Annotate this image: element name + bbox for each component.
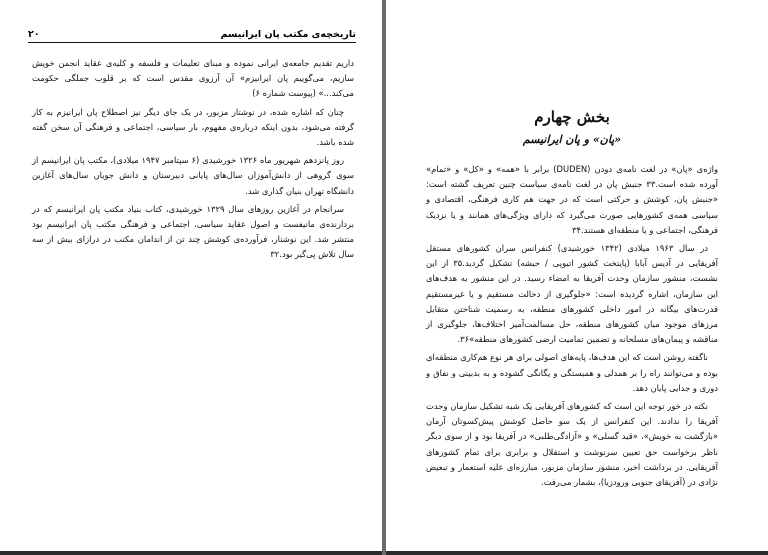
page-bottom-edge bbox=[386, 551, 768, 555]
paragraph: ناگفته روشن است که این هدف‌ها، پایه‌های اصولی برای هر نوع هم‌کاری منطقه‌ای بوده و می‌توانند راه را بر همدلی و همبستگی و یگانگی گشوده و به بدبینی و نفاق و دوری و جدایی پایان دهد. bbox=[426, 352, 718, 393]
right-page bbox=[386, 0, 768, 555]
left-body-text bbox=[32, 56, 354, 266]
paragraph: چنان که اشاره شده، در نوشتار مزبور، در یک جای دیگر نیز اصطلاح پان ایرانیزم به کار گرفته می‌شود، بدون اینکه درباره‌ی مفهوم، بار سیاسی، اجتماعی و فرهنگی آن سخن گفته شده باشد. bbox=[32, 106, 354, 148]
paragraph: در سال ۱۹۶۳ میلادی (۱۳۴۲ خورشیدی) کنفرانس سران کشورهای مستقل آفریقایی در آدیس آبابا (پایتخت کشور اتیوپی / حبشه) تشکیل گردید.۳۵ از این نشست، منشور سازمان وحدت آفریقا به امضاء رسید. در این منشور به هدف‌های این سازمان، اشاره گردیده است: «جلوگیری از دخالت مستقیم و یا غیرمستقیم قدرت‌های بیگانه در امور داخلی کشورهای منطقه، به رسمیت شناختن متقابل مرزهای موجود میان کشورهای منطقه، حل مسالمت‌آمیز اختلاف‌ها، جلوگیری از مناقشه و پیمان‌های مسلحانه و تضمین تمامیت ارضی کشورهای منطقه»۳۶. bbox=[426, 243, 718, 345]
paragraph: داریم تقدیم جامعه‌ی ایرانی نموده و مبنای تعلیمات و فلسفه و کلیه‌ی عقاید انجمن خویش سازیم، می‌گوییم پان ایرانیزم» آن آرزوی مقدس است که بر قلوب جملگی حکومت می‌کند...» (پیوست شماره ۶) bbox=[32, 58, 354, 99]
page-header bbox=[28, 24, 356, 43]
paragraph: نکته در خور توجه این است که کشورهای آفریقایی یک شبه تشکیل سازمان وحدت آفریقا را ندادند. این کنفرانس از یک سو حاصل کوشش پیش‌کسوتان آرمان «بازگشت به خویش»، «قید گسلی» و «آزادگی‌طلبی» در آفریقا بود و از سوی دیگر ناظر برخواست حق تعیین سرنوشت و استقلال و برابری برای تمام کشورهای آفریقایی. در برداشت اخیر، منشور سازمان مزبور، مبارزه‌ای علیه استعمار و تبعیض نژادی در (آفریقای جنوبی ورودزیا)، بشمار می‌رفت. bbox=[426, 401, 718, 488]
page-number: ۲۰ bbox=[28, 29, 40, 40]
running-title: تاریخچه‌ی مکتب پان ایرانیسم bbox=[220, 29, 356, 40]
right-body-text bbox=[426, 162, 718, 493]
page-bottom-edge bbox=[0, 551, 382, 555]
paragraph: واژه‌ی «پان» در لغت نامه‌ی دودن (DUDEN) برابر با «همه» و «کل» و «تمام» آورده شده است.۳۳ جنبش پان در لغت نامه‌ی سیاست چنین تعریف گشته است: «جنبش پان، کوشش و حرکتی است که در جهت هم کاری فرهنگی، اقتصادی و سیاسی همه‌ی کشورهایی صورت می‌گیرد که دارای ویژگی‌های همانند و یا نزدیک فرهنگی، اجتماعی و یا منطقه‌ای هستند.۳۴ bbox=[426, 164, 719, 235]
paragraph: سرانجام در آغازین روزهای سال ۱۳۲۹ خورشیدی، کتاب بنیاد مکتب پان ایرانیسم که در بردارنده‌ی مانیفست و اصول عقاید سیاسی، اجتماعی و فرهنگی مکتب پان ایرانیسم بود منتشر شد. این نوشتار، فرآورده‌ی کوشش چند تن از اندامان مکتب در درازای بیش از سه سال تلاش پی‌گیر بود.۳۲ bbox=[32, 203, 354, 260]
left-page bbox=[0, 0, 382, 555]
chapter-title: بخش چهارم bbox=[534, 108, 610, 126]
chapter-subtitle: «پان» و پان ایرانیسم bbox=[522, 133, 622, 146]
paragraph: روز پانزدهم شهریور ماه ۱۳۲۶ خورشیدی (۶ سپتامبر ۱۹۴۷ میلادی)، مکتب پان ایرانیسم از سوی گروهی از دانش‌آموزان سال‌های پایانی دبیرستان و دانش جویان سال‌های آغازین دانشگاه تهران بنیان گذاری شد. bbox=[32, 155, 354, 196]
